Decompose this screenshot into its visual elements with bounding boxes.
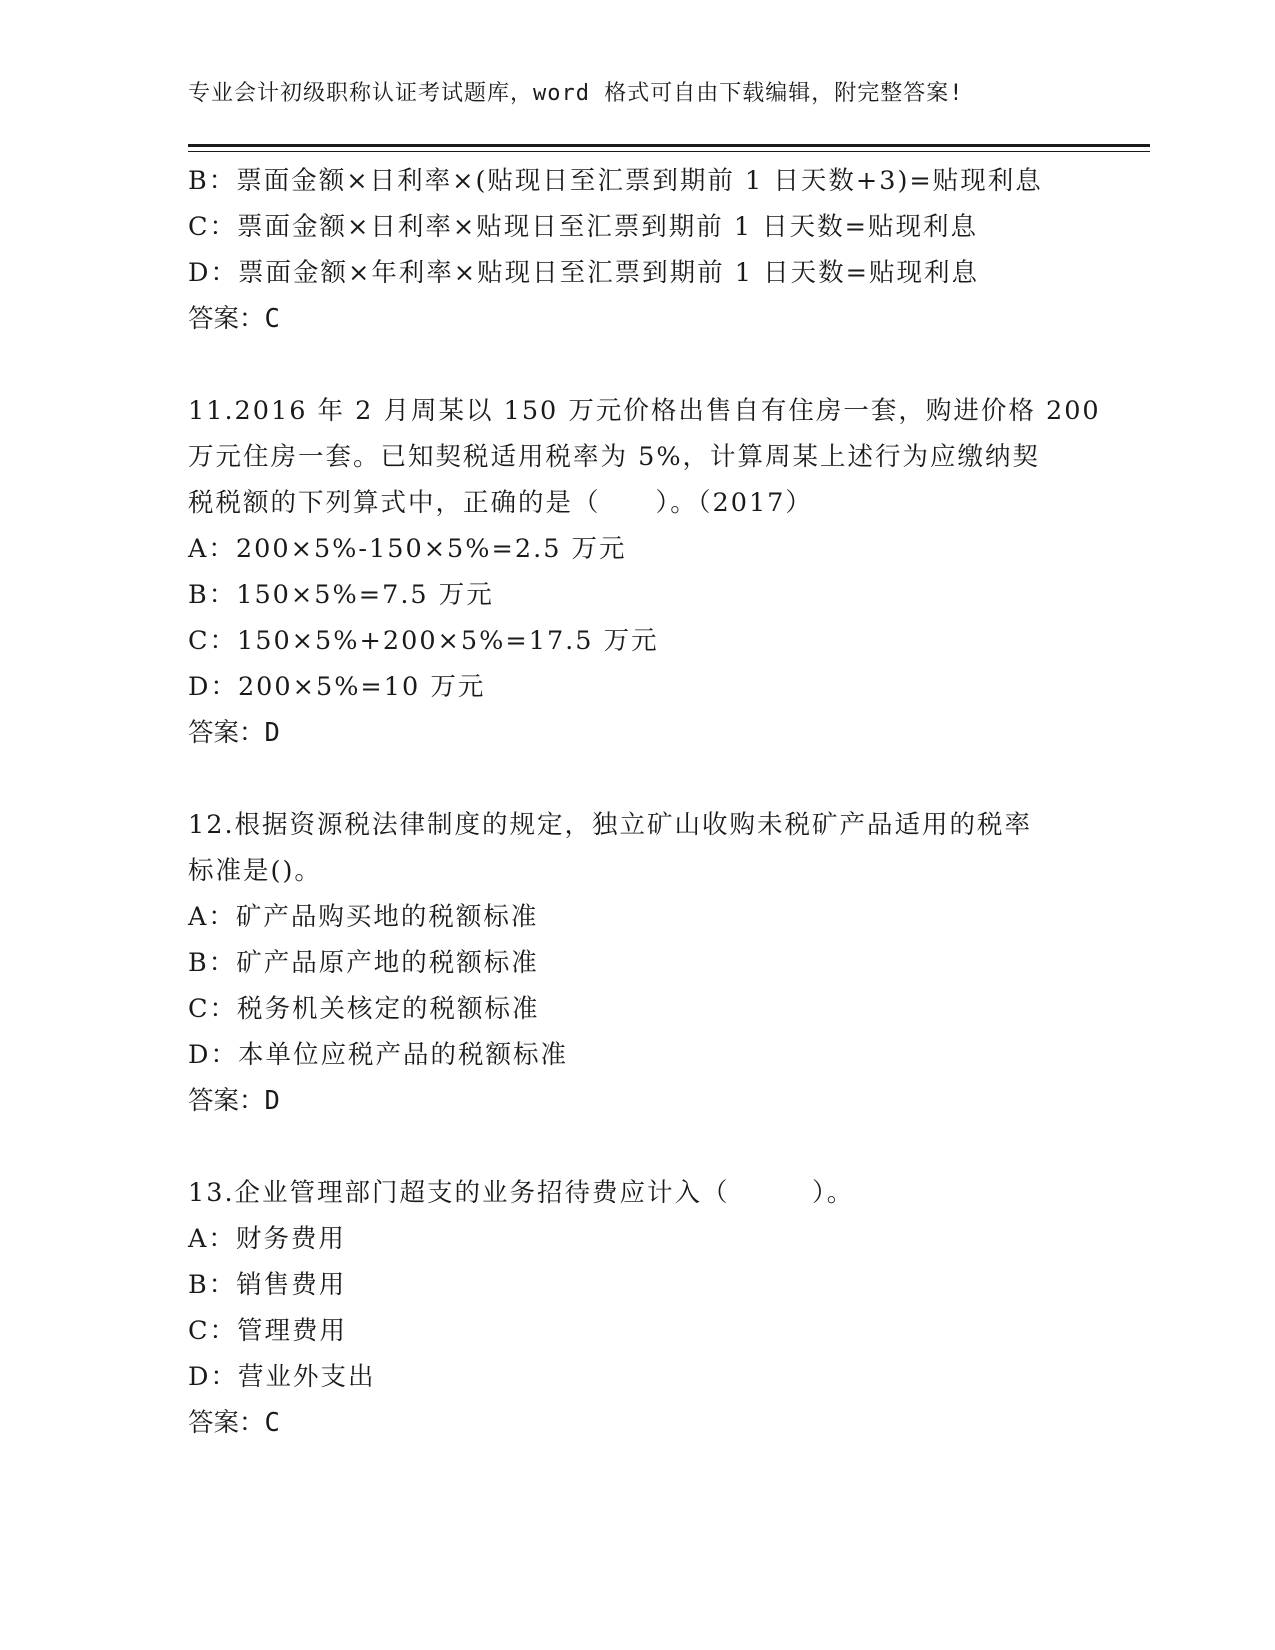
header-rule-thin — [188, 151, 1150, 152]
q10-answer: 答案：C — [188, 304, 280, 334]
q11-option-b: B：150×5%=7.5 万元 — [188, 580, 494, 610]
q11-option-c: C：150×5%+200×5%=17.5 万元 — [188, 626, 659, 656]
q11-stem-line1: 11.2016 年 2 月周某以 150 万元价格出售自有住房一套，购进价格 200 — [188, 396, 1101, 426]
question-content — [188, 158, 1101, 1446]
q10-option-c: C：票面金额×日利率×贴现日至汇票到期前 1 日天数=贴现利息 — [188, 212, 979, 242]
page-header: 专业会计初级职称认证考试题库，word 格式可自由下载编辑，附完整答案! — [188, 81, 964, 106]
q13-option-d: D：营业外支出 — [188, 1362, 376, 1392]
q13-stem-line1: 13.企业管理部门超支的业务招待费应计入（ ）。 — [188, 1178, 855, 1208]
q12-stem-line2: 标准是()。 — [188, 856, 322, 886]
question-11 — [188, 388, 1101, 756]
question-12 — [188, 802, 1088, 1124]
header-rule-thick — [188, 144, 1150, 147]
question-10-tail — [188, 158, 1088, 342]
q13-answer: 答案：C — [188, 1408, 280, 1438]
q13-option-c: C：管理费用 — [188, 1316, 348, 1346]
q11-stem-line2: 万元住房一套。已知契税适用税率为 5%，计算周某上述行为应缴纳契 — [188, 442, 1041, 472]
q12-stem-line1: 12.根据资源税法律制度的规定，独立矿山收购未税矿产品适用的税率 — [188, 810, 1033, 840]
q12-option-b: B：矿产品原产地的税额标准 — [188, 948, 539, 978]
spacer — [188, 342, 1088, 388]
q13-option-a: A：财务费用 — [188, 1224, 346, 1254]
spacer — [188, 1124, 1088, 1170]
q11-answer: 答案：D — [188, 718, 280, 748]
q12-option-a: A：矿产品购买地的税额标准 — [188, 902, 539, 932]
q10-option-b: B：票面金额×日利率×(贴现日至汇票到期前 1 日天数+3)=贴现利息 — [188, 166, 1043, 196]
q12-option-d: D：本单位应税产品的税额标准 — [188, 1040, 568, 1070]
q10-option-d: D：票面金额×年利率×贴现日至汇票到期前 1 日天数=贴现利息 — [188, 258, 979, 288]
q11-option-a: A：200×5%-150×5%=2.5 万元 — [188, 534, 627, 564]
question-13 — [188, 1170, 1088, 1446]
q12-answer: 答案：D — [188, 1086, 280, 1116]
q11-option-d: D：200×5%=10 万元 — [188, 672, 486, 702]
spacer — [188, 756, 1088, 802]
q11-stem-line3: 税税额的下列算式中，正确的是（ ）。（2017） — [188, 488, 813, 518]
q12-option-c: C：税务机关核定的税额标准 — [188, 994, 540, 1024]
q13-option-b: B：销售费用 — [188, 1270, 347, 1300]
